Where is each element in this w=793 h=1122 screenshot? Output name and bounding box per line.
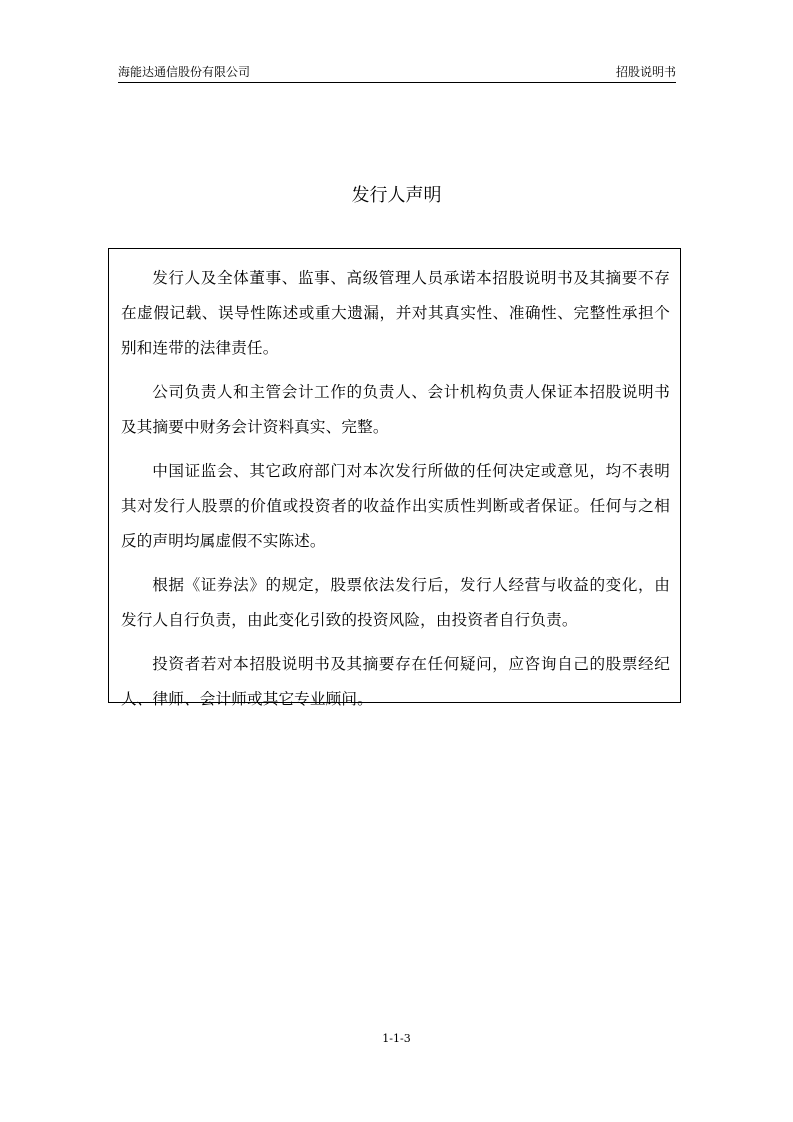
page-number: 1-1-3	[382, 1032, 411, 1045]
page-title: 发行人声明	[351, 185, 442, 206]
page-header	[118, 64, 676, 83]
statement-paragraph-3: 中国证监会、其它政府部门对本次发行所做的任何决定或意见，均不表明其对发行人股票的价值或投资者的收益作出实质性判断或者保证。任何与之相反的声明均属虚假不实陈述。	[121, 462, 670, 550]
statement-paragraph-5: 投资者若对本招股说明书及其摘要存在任何疑问，应咨询自己的股票经纪人、律师、会计师或其它专业顾问。	[121, 655, 670, 708]
statement-paragraph-4: 根据《证券法》的规定，股票依法发行后，发行人经营与收益的变化，由发行人自行负责，由此变化引致的投资风险，由投资者自行负责。	[121, 576, 670, 629]
statement-paragraph-2: 公司负责人和主管会计工作的负责人、会计机构负责人保证本招股说明书及其摘要中财务会计资料真实、完整。	[121, 383, 670, 436]
statement-paragraph-1: 发行人及全体董事、监事、高级管理人员承诺本招股说明书及其摘要不存在虚假记载、误导性陈述或重大遗漏，并对其真实性、准确性、完整性承担个别和连带的法律责任。	[121, 269, 670, 357]
header-company-name: 海能达通信股份有限公司	[118, 65, 251, 79]
statement-box	[108, 248, 681, 708]
header-document-type: 招股说明书	[615, 65, 676, 79]
